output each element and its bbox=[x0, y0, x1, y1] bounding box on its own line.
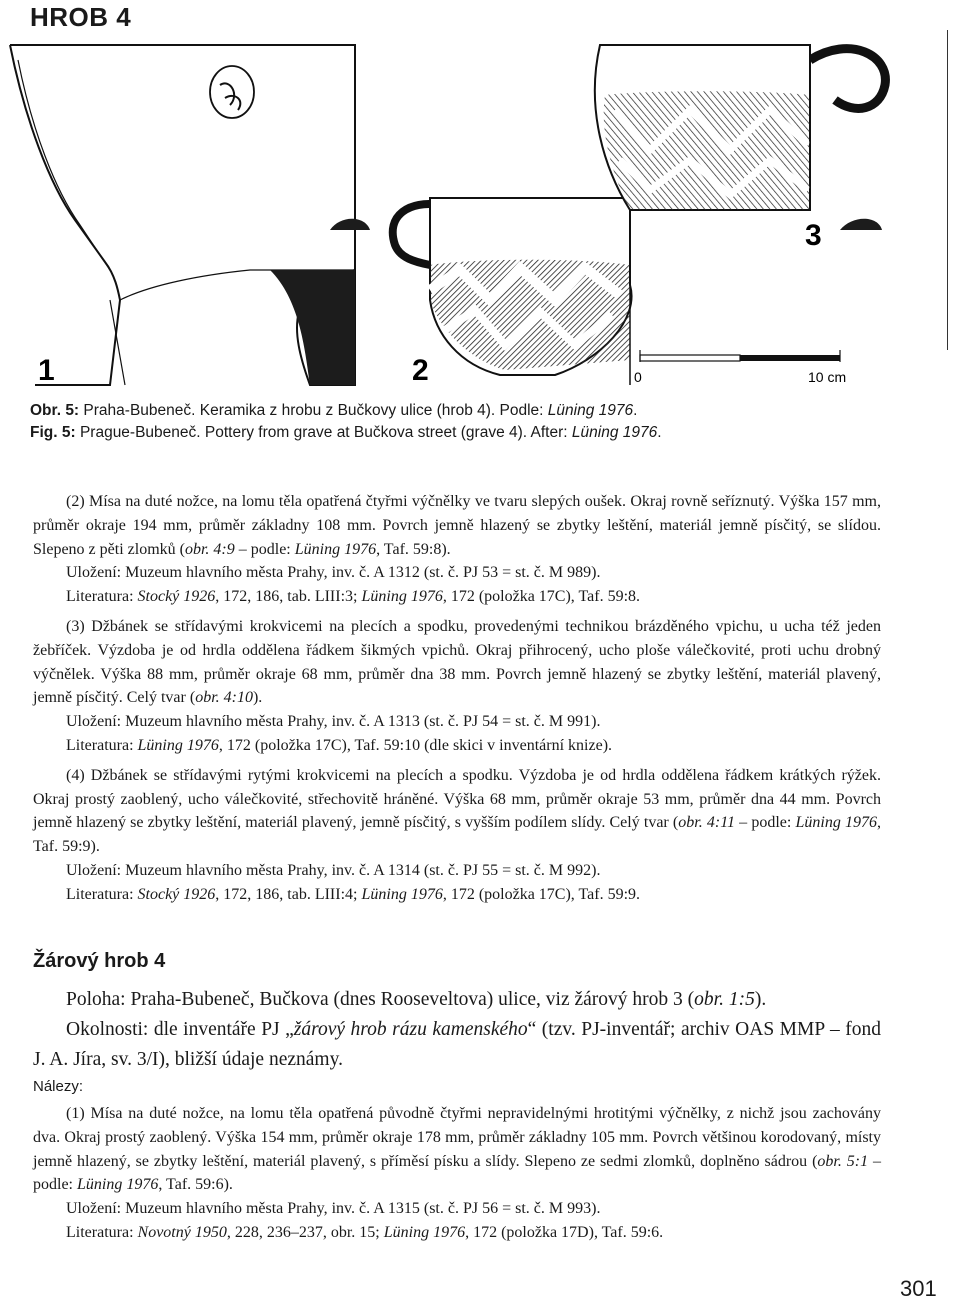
section-intro bbox=[33, 985, 881, 1075]
scale-end-label: 10 cm bbox=[808, 369, 847, 385]
pottery-figure bbox=[0, 30, 900, 400]
section-title: Žárový hrob 4 bbox=[33, 950, 166, 972]
circumstances-paragraph: Okolnosti: dle inventáře PJ „žárový hrob rázu kamenského“ (tzv. PJ-inventář; archiv OAS MMP – fond J. A. Jíra, sv. 3/I), bližší údaje neznámy. bbox=[33, 1019, 881, 1070]
figure-label-1: 1 bbox=[38, 354, 55, 387]
grave-items-text bbox=[33, 490, 881, 907]
location-paragraph: Poloha: Praha-Bubeneč, Bučkova (dnes Rooseveltova) ulice, viz žárový hrob 3 (obr. 1:5). bbox=[66, 989, 767, 1010]
figure-label-2: 2 bbox=[412, 354, 429, 387]
scale-bar bbox=[634, 350, 846, 385]
grave4-item-1-storage: Uložení: Muzeum hlavního města Prahy, inv. č. A 1315 (st. č. PJ 56 = st. č. M 993). bbox=[66, 1200, 601, 1218]
grave4-item-1-description: (1) Mísa na duté nožce, na lomu těla opatřená původně čtyřmi nepravidelnými hrotitými výčnělky, z nichž jsou zachovány dva. Okraj prostý zaoblený. Výška 154 mm, průměr okraje 178 mm, průměr základny 105 mm. Povrch většinou korodovaný, místy jemně hlazený, se zbytky leštění, materiál plavený, s příměsí písku a slídy. Slepeno ze sedmi zlomků, doplněno sádrou (obr. 5:1 – podle: Lüning 1976, Taf. 59:6). bbox=[33, 1105, 882, 1194]
vessel-1-drawing bbox=[10, 45, 355, 387]
scale-start-label: 0 bbox=[634, 369, 642, 385]
figure-caption bbox=[30, 400, 890, 444]
item-2-description: (2) Mísa na duté nožce, na lomu těla opatřená čtyřmi výčnělky ve tvaru slepých oušek. Okraj rovně seříznutý. Výška 157 mm, průměr okraje 194 mm, průměr základny 108 mm. Povrch jemně hlazený se zbytky leštění, materiál jemně písčitý, se slídou. Slepeno z pěti zlomků (obr. 4:9 – podle: Lüning 1976, Taf. 59:8). bbox=[33, 493, 881, 558]
finds-label: Nálezy: bbox=[33, 1078, 84, 1095]
grave4-items-text bbox=[33, 1102, 881, 1245]
page-title: HROB 4 bbox=[30, 2, 132, 32]
item-4-storage: Uložení: Muzeum hlavního města Prahy, inv. č. A 1314 (st. č. PJ 55 = st. č. M 992). bbox=[66, 861, 601, 879]
vessel-3-drawing bbox=[595, 45, 886, 252]
journal-running-head bbox=[938, 380, 958, 700]
grave4-item-1-literature: Literatura: Novotný 1950, 228, 236–237, obr. 15; Lüning 1976, 172 (položka 17D), Taf. 59:6. bbox=[66, 1223, 664, 1241]
caption-czech: Obr. 5: Praha-Bubeneč. Keramika z hrobu z Bučkovy ulice (hrob 4). Podle: Lüning 1976. bbox=[30, 402, 638, 419]
page-number: 301 bbox=[900, 1276, 937, 1301]
sidebar-rule bbox=[947, 30, 948, 350]
item-4-literature: Literatura: Stocký 1926, 172, 186, tab. LIII:4; Lüning 1976, 172 (položka 17C), Taf. 59:9. bbox=[66, 885, 641, 903]
item-2-literature: Literatura: Stocký 1926, 172, 186, tab. LIII:3; Lüning 1976, 172 (položka 17C), Taf. 59:8. bbox=[66, 588, 641, 606]
item-4-description: (4) Džbánek se střídavými rytými krokvicemi na plecích a spodku. Výzdoba je od hrdla oddělena řádkem krátkých rýžek. Okraj prostý zaoblený, ucho válečkovité, střechovitě hráněné. Výška 68 mm, průměr okraje 53 mm, průměr dna 44 mm. Povrch jemně hlazený se zbytky leštění, materiál plavený, jemně písčitý, s vyšším podílem slídy. Celý tvar (obr. 4:11 – podle: Lüning 1976, Taf. 59:9). bbox=[33, 766, 882, 856]
item-3-description: (3) Džbánek se střídavými krokvicemi na plecích a spodku, provedenými technikou brázděného vpichu, u ucha též jeden žebříček. Výzdoba je od hrdla oddělena řádkem šikmých vpichů. Okraj přihrocený, ucho ploše válečkovité, proti uchu drobný výčnělek. Výška 88 mm, průměr okraje 68 mm, průměr dna 38 mm. Povrch jemně hlazený se zbytky leštění, materiál plavený, jemně písčitý. Celý tvar (obr. 4:10). bbox=[33, 617, 881, 707]
figure-label-3: 3 bbox=[805, 219, 822, 252]
caption-english: Fig. 5: Prague-Bubeneč. Pottery from grave at Bučkova street (grave 4). After: Lüning 1976. bbox=[30, 424, 662, 441]
item-3-storage: Uložení: Muzeum hlavního města Prahy, inv. č. A 1313 (st. č. PJ 54 = st. č. M 991). bbox=[66, 713, 601, 731]
vessel-2-drawing bbox=[330, 198, 632, 387]
item-2-storage: Uložení: Muzeum hlavního města Prahy, inv. č. A 1312 (st. č. PJ 53 = st. č. M 989). bbox=[66, 564, 601, 582]
item-3-literature: Literatura: Lüning 1976, 172 (položka 17C), Taf. 59:10 (dle skici v inventární knize). bbox=[66, 736, 613, 754]
